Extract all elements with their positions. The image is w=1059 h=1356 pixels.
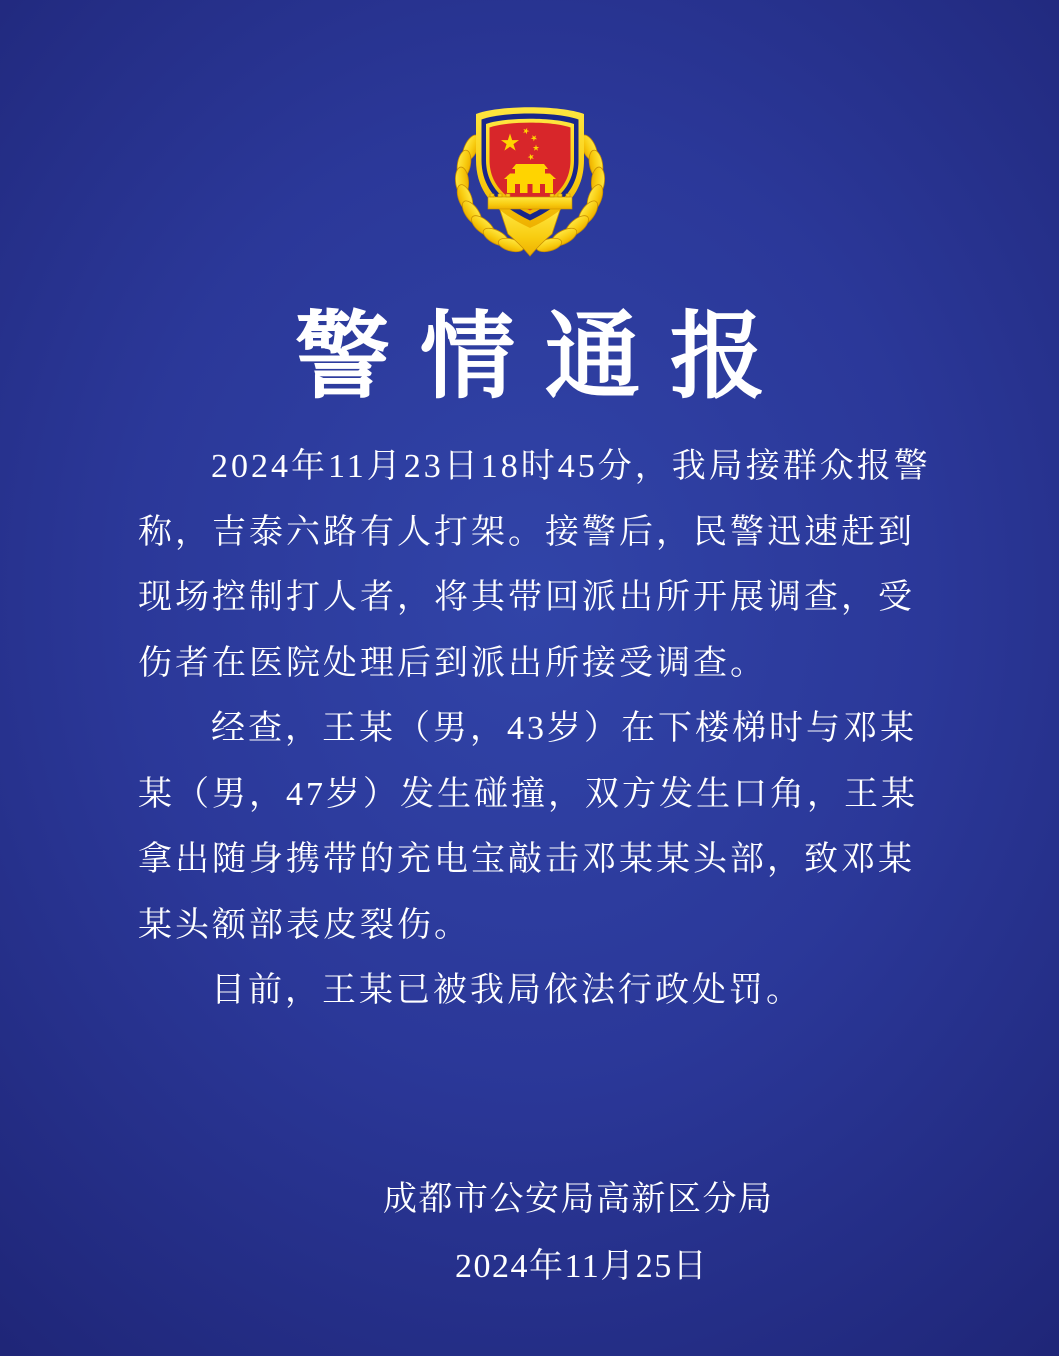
issuer-name: 成都市公安局高新区分局	[383, 1181, 774, 1218]
paragraph-line: 经查，王某（男，43岁）在下楼梯时与邓某	[211, 710, 917, 747]
paragraph-line: 2024年11月23日18时45分，我局接群众报警	[211, 448, 931, 485]
paragraph-1	[138, 434, 938, 696]
notice-title: 警情通报	[295, 302, 796, 412]
paragraph-3	[138, 958, 938, 1024]
police-badge-icon	[450, 98, 610, 260]
paragraph-line: 伤者在医院处理后到派出所接受调查。	[138, 644, 767, 682]
paragraph-line: 拿出随身携带的充电宝敲击邓某某头部，致邓某	[138, 841, 915, 878]
paragraph-line: 现场控制打人者，将其带回派出所开展调查，受	[138, 579, 915, 616]
tiananmen-gates	[515, 184, 545, 193]
notice-body	[138, 434, 938, 1024]
paragraph-line: 目前，王某已被我局依法行政处罚。	[211, 972, 803, 1009]
paragraph-2	[138, 696, 938, 958]
paragraph-line: 某（男，47岁）发生碰撞，双方发生口角，王某	[138, 775, 918, 813]
paragraph-line: 称，吉泰六路有人打架。接警后，民警迅速赶到	[138, 513, 915, 551]
paragraph-line: 某头额部表皮裂伤。	[138, 906, 471, 944]
issue-date: 2024年11月25日	[455, 1248, 709, 1285]
